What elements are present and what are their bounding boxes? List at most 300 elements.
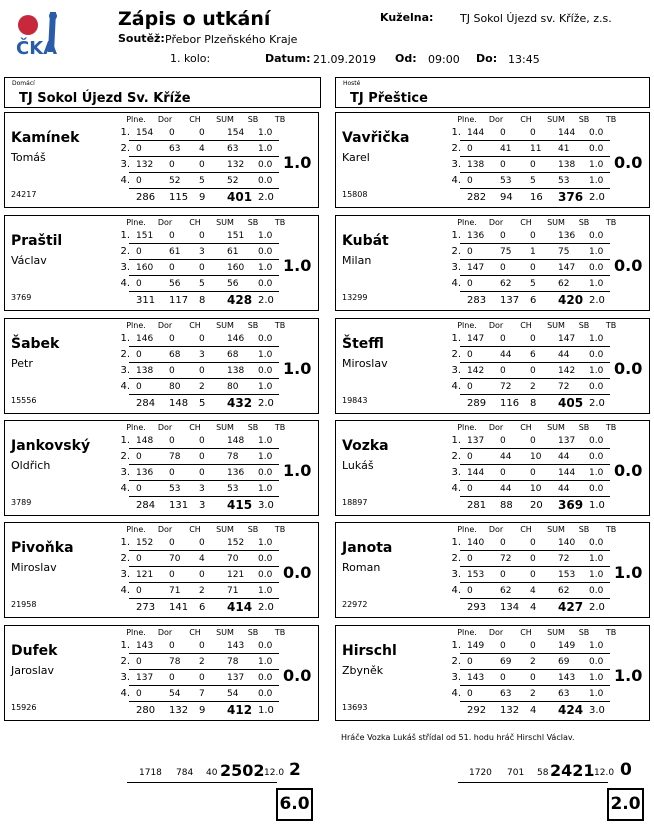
cell-value: 1.0 xyxy=(258,436,273,446)
column-header: Plne. xyxy=(126,321,146,330)
total-value: 2.0 xyxy=(258,192,274,203)
cell-value: 4 xyxy=(199,144,205,154)
player-surname: Praštil xyxy=(11,233,63,249)
guest-total-ch: 58 xyxy=(537,768,549,778)
cell-value: 153 xyxy=(467,570,485,580)
column-header: SB xyxy=(578,321,590,330)
cell-value: 0 xyxy=(136,144,142,154)
total-value: 1.0 xyxy=(258,705,274,716)
player-id: 21958 xyxy=(11,600,37,609)
cell-value: 1.0 xyxy=(258,263,273,273)
column-header: CH xyxy=(520,115,532,124)
row-underline xyxy=(129,378,279,379)
player-id: 13299 xyxy=(342,293,368,302)
player-tb: 0.0 xyxy=(614,359,643,378)
row-number: 4. xyxy=(120,688,130,699)
total-value: 6 xyxy=(530,295,537,306)
cell-value: 0.0 xyxy=(258,160,273,170)
cell-value: 68 xyxy=(169,350,181,360)
cell-value: 160 xyxy=(227,263,245,273)
row-number: 3. xyxy=(451,159,461,170)
cell-value: 69 xyxy=(558,657,570,667)
cell-value: 44 xyxy=(558,452,570,462)
cell-value: 0 xyxy=(136,247,142,257)
cell-value: 137 xyxy=(558,436,576,446)
cell-value: 149 xyxy=(467,641,485,651)
alley-label: Kuželna: xyxy=(380,11,434,24)
cell-value: 6 xyxy=(530,350,536,360)
total-value: 401 xyxy=(227,190,253,204)
player-id: 13693 xyxy=(342,703,368,712)
player-first-name: Karel xyxy=(342,151,370,164)
cell-value: 63 xyxy=(558,689,570,699)
row-number: 1. xyxy=(120,537,130,548)
column-header: Plne. xyxy=(457,115,477,124)
cka-logo xyxy=(10,8,82,58)
column-header: CH xyxy=(520,423,532,432)
home-label: Domácí xyxy=(12,80,35,87)
cell-value: 0 xyxy=(530,231,536,241)
total-value: 412 xyxy=(227,703,253,717)
cell-value: 0.0 xyxy=(589,586,604,596)
total-value: 293 xyxy=(467,602,487,613)
row-underline xyxy=(129,362,279,363)
from-label: Od: xyxy=(395,52,417,65)
cell-value: 2 xyxy=(199,382,205,392)
cell-value: 136 xyxy=(467,231,485,241)
row-underline xyxy=(460,669,610,670)
guest-total-tb: 0 xyxy=(620,760,632,780)
row-underline xyxy=(460,291,610,292)
home-total-underline xyxy=(127,782,277,783)
cell-value: 0.0 xyxy=(258,247,273,257)
cell-value: 1.0 xyxy=(258,231,273,241)
row-number: 2. xyxy=(451,553,461,564)
column-header: SUM xyxy=(216,321,234,330)
alley-value: TJ Sokol Újezd sv. Kříže, z.s. xyxy=(460,12,612,25)
cell-value: 0 xyxy=(169,468,175,478)
date-label: Datum: xyxy=(265,52,311,65)
row-number: 3. xyxy=(120,262,130,273)
cell-value: 1.0 xyxy=(258,538,273,548)
total-value: 2.0 xyxy=(589,295,605,306)
home-total-tb: 2 xyxy=(289,760,301,780)
cell-value: 1.0 xyxy=(258,144,273,154)
column-header: CH xyxy=(520,218,532,227)
cell-value: 0.0 xyxy=(589,263,604,273)
home-total-sum: 2502 xyxy=(220,761,265,780)
guest-label: Hosté xyxy=(343,80,361,87)
cell-value: 0 xyxy=(500,128,506,138)
to-label: Do: xyxy=(476,52,498,65)
column-header: SUM xyxy=(547,628,565,637)
row-number: 4. xyxy=(451,585,461,596)
row-underline xyxy=(460,598,610,599)
row-underline xyxy=(460,480,610,481)
cell-value: 143 xyxy=(227,641,245,651)
column-header: Plne. xyxy=(126,525,146,534)
row-number: 2. xyxy=(120,656,130,667)
column-header: SB xyxy=(247,525,259,534)
player-id: 3769 xyxy=(11,293,32,302)
total-value: 2.0 xyxy=(589,602,605,613)
total-value: 1.0 xyxy=(589,500,605,511)
cell-value: 1.0 xyxy=(589,279,604,289)
cell-value: 1.0 xyxy=(589,160,604,170)
cell-value: 0 xyxy=(136,382,142,392)
player-first-name: Jaroslav xyxy=(11,664,55,677)
cell-value: 72 xyxy=(558,554,570,564)
cell-value: 132 xyxy=(136,160,154,170)
row-number: 2. xyxy=(451,349,461,360)
cell-value: 160 xyxy=(136,263,154,273)
row-underline xyxy=(129,598,279,599)
cell-value: 41 xyxy=(558,144,570,154)
cell-value: 72 xyxy=(558,382,570,392)
cell-value: 137 xyxy=(136,673,154,683)
cell-value: 0 xyxy=(169,231,175,241)
cell-value: 132 xyxy=(227,160,245,170)
cell-value: 1.0 xyxy=(258,128,273,138)
cell-value: 0.0 xyxy=(258,673,273,683)
total-value: 369 xyxy=(558,498,584,512)
column-header: SB xyxy=(247,628,259,637)
player-surname: Pivoňka xyxy=(11,540,74,556)
row-underline xyxy=(129,669,279,670)
column-header: TB xyxy=(274,321,286,330)
home-total-plne: 1718 xyxy=(139,768,162,778)
column-header: TB xyxy=(605,628,617,637)
column-header: SUM xyxy=(216,525,234,534)
row-number: 1. xyxy=(120,435,130,446)
column-header: Plne. xyxy=(126,218,146,227)
row-number: 2. xyxy=(451,143,461,154)
cell-value: 0 xyxy=(136,689,142,699)
cell-value: 63 xyxy=(227,144,239,154)
cell-value: 0 xyxy=(199,673,205,683)
cell-value: 0 xyxy=(467,279,473,289)
total-value: 2.0 xyxy=(589,398,605,409)
column-header: CH xyxy=(189,525,201,534)
player-surname: Janota xyxy=(342,540,393,556)
row-underline xyxy=(460,172,610,173)
cell-value: 44 xyxy=(500,452,512,462)
column-header: SUM xyxy=(216,628,234,637)
cell-value: 1.0 xyxy=(258,452,273,462)
cell-value: 0 xyxy=(136,350,142,360)
total-value: 5 xyxy=(199,398,206,409)
cell-value: 0.0 xyxy=(258,570,273,580)
cell-value: 78 xyxy=(169,452,181,462)
cell-value: 1.0 xyxy=(589,689,604,699)
total-value: 415 xyxy=(227,498,253,512)
cell-value: 0 xyxy=(500,366,506,376)
cell-value: 0 xyxy=(500,436,506,446)
cell-value: 152 xyxy=(136,538,154,548)
cell-value: 0.0 xyxy=(258,176,273,186)
total-value: 432 xyxy=(227,396,253,410)
cell-value: 136 xyxy=(227,468,245,478)
cell-value: 1.0 xyxy=(589,554,604,564)
cell-value: 69 xyxy=(500,657,512,667)
total-value: 2.0 xyxy=(258,295,274,306)
row-number: 1. xyxy=(120,127,130,138)
row-underline xyxy=(460,685,610,686)
cell-value: 2 xyxy=(199,586,205,596)
guest-total-plne: 1720 xyxy=(469,768,492,778)
row-number: 1. xyxy=(120,230,130,241)
home-player-card xyxy=(4,625,319,721)
cell-value: 0 xyxy=(199,160,205,170)
cell-value: 0.0 xyxy=(258,468,273,478)
row-underline xyxy=(129,140,279,141)
cell-value: 138 xyxy=(136,366,154,376)
home-player-card xyxy=(4,318,319,414)
cell-value: 53 xyxy=(169,484,181,494)
player-tb: 0.0 xyxy=(283,666,312,685)
cell-value: 52 xyxy=(169,176,181,186)
total-value: 420 xyxy=(558,293,584,307)
row-underline xyxy=(129,291,279,292)
total-value: 376 xyxy=(558,190,584,204)
home-total-dor: 784 xyxy=(176,768,194,778)
row-number: 2. xyxy=(451,656,461,667)
cell-value: 149 xyxy=(558,641,576,651)
row-underline xyxy=(460,464,610,465)
row-underline xyxy=(129,566,279,567)
cell-value: 138 xyxy=(558,160,576,170)
cell-value: 144 xyxy=(558,468,576,478)
cell-value: 0 xyxy=(169,366,175,376)
cell-value: 0.0 xyxy=(258,279,273,289)
row-underline xyxy=(129,259,279,260)
total-value: 134 xyxy=(500,602,520,613)
cell-value: 10 xyxy=(530,452,542,462)
total-value: 132 xyxy=(500,705,520,716)
row-number: 3. xyxy=(120,365,130,376)
row-underline xyxy=(129,346,279,347)
cell-value: 3 xyxy=(199,484,205,494)
total-value: 6 xyxy=(199,602,206,613)
cell-value: 1.0 xyxy=(589,334,604,344)
row-number: 3. xyxy=(451,672,461,683)
column-header: Plne. xyxy=(457,628,477,637)
cell-value: 0 xyxy=(500,641,506,651)
row-number: 3. xyxy=(451,467,461,478)
total-value: 116 xyxy=(500,398,520,409)
row-number: 2. xyxy=(120,349,130,360)
player-tb: 1.0 xyxy=(283,461,312,480)
cell-value: 148 xyxy=(227,436,245,446)
cell-value: 0 xyxy=(500,673,506,683)
cell-value: 0 xyxy=(199,538,205,548)
total-value: 8 xyxy=(530,398,537,409)
guest-final-score: 2.0 xyxy=(607,788,644,821)
logo-text: ČKA xyxy=(16,38,58,58)
cell-value: 0 xyxy=(530,436,536,446)
cell-value: 146 xyxy=(136,334,154,344)
cell-value: 0.0 xyxy=(258,641,273,651)
row-underline xyxy=(460,275,610,276)
cell-value: 0 xyxy=(467,247,473,257)
total-value: 284 xyxy=(136,398,156,409)
row-number: 2. xyxy=(120,246,130,257)
row-number: 1. xyxy=(451,333,461,344)
row-underline xyxy=(460,394,610,395)
row-underline xyxy=(129,243,279,244)
player-tb: 1.0 xyxy=(614,666,643,685)
cell-value: 0 xyxy=(467,452,473,462)
row-number: 1. xyxy=(120,640,130,651)
column-header: Dor xyxy=(488,321,504,330)
cell-value: 138 xyxy=(227,366,245,376)
cell-value: 0.0 xyxy=(589,231,604,241)
row-number: 2. xyxy=(451,246,461,257)
cell-value: 0.0 xyxy=(258,689,273,699)
row-underline xyxy=(129,275,279,276)
cell-value: 0 xyxy=(467,586,473,596)
cell-value: 10 xyxy=(530,484,542,494)
column-header: SB xyxy=(578,525,590,534)
cell-value: 154 xyxy=(136,128,154,138)
cell-value: 63 xyxy=(169,144,181,154)
player-surname: Jankovský xyxy=(11,438,91,454)
total-value: 292 xyxy=(467,705,487,716)
cell-value: 143 xyxy=(136,641,154,651)
cell-value: 0 xyxy=(199,263,205,273)
total-value: 273 xyxy=(136,602,156,613)
row-number: 4. xyxy=(120,585,130,596)
row-number: 2. xyxy=(451,451,461,462)
competition-label: Soutěž: xyxy=(118,32,165,45)
guest-player-card xyxy=(335,318,650,414)
cell-value: 70 xyxy=(169,554,181,564)
column-header: TB xyxy=(605,115,617,124)
competition-value: Přebor Plzeňského Kraje xyxy=(165,33,298,46)
cell-value: 0 xyxy=(136,176,142,186)
cell-value: 1.0 xyxy=(589,468,604,478)
row-underline xyxy=(460,243,610,244)
cell-value: 0 xyxy=(467,176,473,186)
total-value: 132 xyxy=(169,705,189,716)
player-id: 15926 xyxy=(11,703,37,712)
player-first-name: Miroslav xyxy=(11,561,57,574)
cell-value: 1.0 xyxy=(258,350,273,360)
cell-value: 53 xyxy=(558,176,570,186)
cell-value: 0 xyxy=(169,673,175,683)
cell-value: 1.0 xyxy=(258,657,273,667)
column-header: CH xyxy=(520,321,532,330)
cell-value: 1.0 xyxy=(589,570,604,580)
cell-value: 78 xyxy=(227,452,239,462)
total-value: 94 xyxy=(500,192,513,203)
total-value: 3.0 xyxy=(258,500,274,511)
player-tb: 0.0 xyxy=(614,256,643,275)
cell-value: 56 xyxy=(227,279,239,289)
column-header: Plne. xyxy=(457,423,477,432)
cell-value: 142 xyxy=(467,366,485,376)
cell-value: 63 xyxy=(500,689,512,699)
home-player-card xyxy=(4,420,319,516)
total-value: 286 xyxy=(136,192,156,203)
row-underline xyxy=(129,701,279,702)
column-header: SB xyxy=(578,218,590,227)
column-header: Plne. xyxy=(126,115,146,124)
cell-value: 0 xyxy=(530,334,536,344)
cell-value: 0 xyxy=(467,382,473,392)
column-header: TB xyxy=(274,218,286,227)
cell-value: 147 xyxy=(467,334,485,344)
row-underline xyxy=(460,566,610,567)
row-underline xyxy=(129,685,279,686)
column-header: TB xyxy=(274,115,286,124)
total-value: 3.0 xyxy=(589,705,605,716)
home-total-ch: 40 xyxy=(206,768,218,778)
row-underline xyxy=(460,140,610,141)
cell-value: 78 xyxy=(169,657,181,667)
player-surname: Dufek xyxy=(11,643,58,659)
guest-total-dor: 701 xyxy=(507,768,525,778)
cell-value: 2 xyxy=(530,689,536,699)
cell-value: 147 xyxy=(467,263,485,273)
substitution-note: Hráče Vozka Lukáš střídal od 51. hodu hráč Hirschl Václav. xyxy=(341,733,575,742)
guest-player-card xyxy=(335,215,650,311)
player-surname: Šteffl xyxy=(342,336,384,352)
cell-value: 0.0 xyxy=(589,484,604,494)
cell-value: 142 xyxy=(558,366,576,376)
cell-value: 3 xyxy=(199,247,205,257)
cell-value: 5 xyxy=(530,279,536,289)
cell-value: 71 xyxy=(227,586,239,596)
row-number: 4. xyxy=(451,381,461,392)
cell-value: 0 xyxy=(500,468,506,478)
row-number: 3. xyxy=(120,569,130,580)
guest-team-name: TJ Přeštice xyxy=(350,91,428,106)
column-header: SUM xyxy=(216,115,234,124)
guest-player-card xyxy=(335,625,650,721)
cell-value: 137 xyxy=(227,673,245,683)
home-total-sb: 12.0 xyxy=(264,768,285,778)
cell-value: 5 xyxy=(530,176,536,186)
cell-value: 0 xyxy=(169,641,175,651)
cell-value: 1.0 xyxy=(589,641,604,651)
cell-value: 0 xyxy=(530,538,536,548)
cell-value: 0 xyxy=(467,657,473,667)
cell-value: 0 xyxy=(199,468,205,478)
cell-value: 44 xyxy=(558,350,570,360)
column-header: Plne. xyxy=(126,423,146,432)
cell-value: 152 xyxy=(227,538,245,548)
column-header: CH xyxy=(520,525,532,534)
total-value: 289 xyxy=(467,398,487,409)
guest-player-card xyxy=(335,522,650,618)
home-player-card xyxy=(4,522,319,618)
home-team-box xyxy=(4,77,321,108)
total-value: 20 xyxy=(530,500,543,511)
cell-value: 62 xyxy=(558,586,570,596)
cell-value: 154 xyxy=(227,128,245,138)
cell-value: 1.0 xyxy=(589,366,604,376)
row-underline xyxy=(460,448,610,449)
total-value: 9 xyxy=(199,192,206,203)
row-underline xyxy=(460,362,610,363)
cell-value: 68 xyxy=(227,350,239,360)
cell-value: 0 xyxy=(467,484,473,494)
total-value: 131 xyxy=(169,500,189,511)
cell-value: 62 xyxy=(558,279,570,289)
cell-value: 61 xyxy=(227,247,239,257)
cell-value: 121 xyxy=(227,570,245,580)
